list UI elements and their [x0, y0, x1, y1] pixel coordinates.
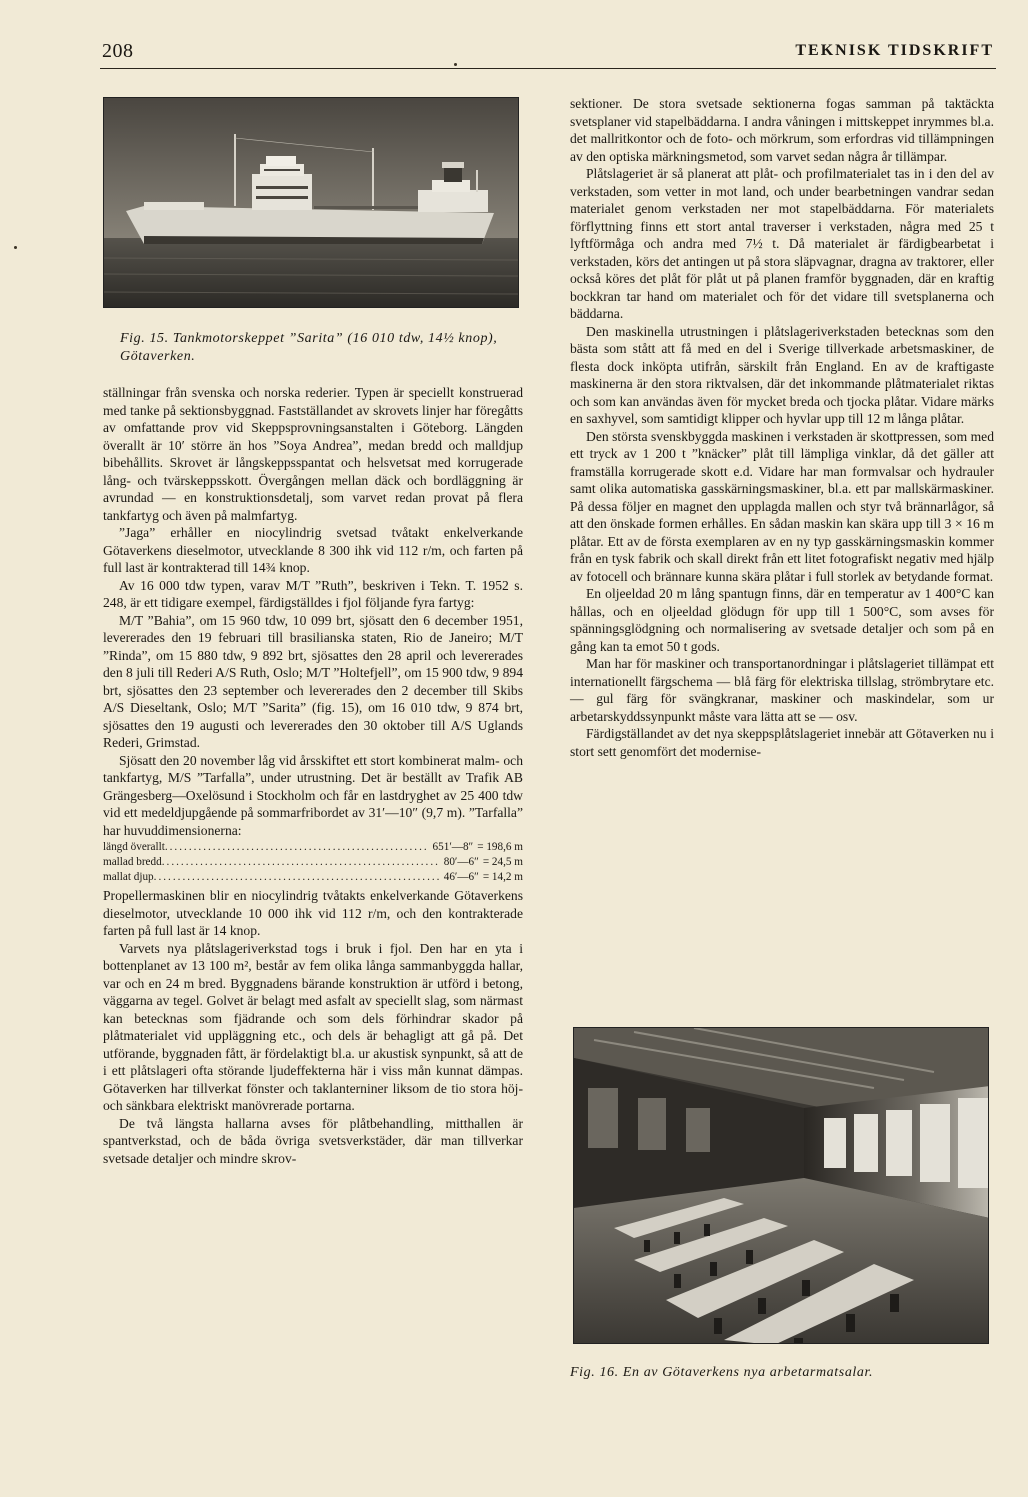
canteen-illustration	[574, 1028, 989, 1344]
paragraph: Sjösatt den 20 november låg vid årsskiftet ett stort kombinerat malm- och tankfartyg, M/S ”Tarfalla”, under utrustning. Det är beställt av Trafik AB Grängesberg—Oxelösund i Stockholm och får en lastdryghet av 25 400 tdw vid ett medeldjupgående på sommarfribordet av 31′—10″ (9,7 m). ”Tarfalla” har huvuddimensionerna:	[103, 752, 523, 838]
paragraph: Varvets nya plåtslageriverkstad togs i bruk i fjol. Den har en yta i bottenplanet av 13 100 m², består av fem olika långa sammanbyggda hallar, var och en 24 m bred. Byggnadens bärande konstruktion är utförd i betong, väggarna av tegel. Golvet är belagt med asfalt av speciellt slag, som närmast kan betecknas som fjädrande och som dels förhindrar skador på plåtmaterialet vid uppläggning etc., och dels är behagligt att gå på. Det utförande, byggnaden fått, är fördelaktigt bl.a. ur akustisk synpunkt, så att de i ett plåtslageri ofta störande ljudeffekterna här i viss mån kunnat dämpas. Götaverken har tillverkat fönster och taklanterniner liksom de tio stora höj- och sänkbara elektriskt manövrerade portarna.	[103, 940, 523, 1113]
scan-speck	[454, 63, 457, 66]
dimension-metric: = 198,6 m	[477, 841, 523, 853]
leader-dots	[165, 840, 429, 855]
paragraph: Den maskinella utrustningen i plåtslageriverkstaden betecknas som den bästa som stått att få med en del i Sverige tillverkade arbetsmaskiner, de flesta dock inköpta utifrån, särskilt från England. En av de kraftigaste maskinerna är den stora riktvalsen, där det inkommande plåtmaterialet riktas och som kan användas även för mycket breda och tjocka plåtar. Vidare märks en saxhyvel, som samtidigt klipper och hyvlar upp till 12 m långa plåtar.	[570, 323, 994, 426]
figure-16-caption: Fig. 16. En av Götaverkens nya arbetarmatsalar.	[570, 1365, 874, 1380]
paragraph: ”Jaga” erhåller en niocylindrig svetsad tvåtakt enkelverkande Götaverkens dieselmotor, utvecklande 8 300 ihk vid 112 r/m, och farten på full last är kontrakterad till 14¾ knop.	[103, 525, 523, 575]
dimension-row	[103, 870, 523, 885]
paragraph: Plåtslageriet är så planerat att plåt- och profilmaterialet tas in i den del av verkstaden, som vetter in mot land, och under bearbetningen vandrar sedan materialet genom verkstaden ner mot stapelbäddarna. För materialets förflyttning finns ett stort antal traverser i verkstaden, några med 25 t lyftförmåga och andra med 7½ t. Då materialet är färdigbearbetat i verkstaden, körs det antingen ut på stora släpvagnar, dragna av traktorer, eller också köres det plåt för plåt ut på planen framför byggnaden, där en kraftig bockkran tar hand om materialet och för det vidare till svetsplanerna och bäddarna.	[570, 166, 994, 321]
dimension-imperial: 80′—6″	[443, 856, 479, 868]
dimension-row	[103, 840, 523, 855]
paragraph: Den största svenskbyggda maskinen i verkstaden är skottpressen, som med ett tryck av 1 200 t ”knäcker” plåt till lämpliga vinklar, då det gäller att framställa korrugerade skott e.d. Vidare har man formvalsar och hydrauler samt olika automatiska gasskärningsmaskiner, bl.a. ett par mallskärmaskiner. På dessa följer en magnet den upplagda mallen och styr två brännarlågor, så att den önskade formen erhålles. En sådan maskin kan skära upp till 3 × 16 m plåtar. Ett av de första exemplaren av en ny typ gasskärningsmaskin kommer från en tysk fabrik och skall direkt från ett litet fotografiskt negativ med hjälp av fotocell och brännare kunna skära plåtar i full storlek av betydande format.	[570, 428, 994, 584]
left-column	[103, 384, 523, 1167]
figure-15-caption: Fig. 15. Tankmotorskeppet ”Sarita” (16 010 tdw, 14½ knop), Götaverken.	[120, 331, 498, 364]
paragraph: De två längsta hallarna avses för plåtbehandling, mitthallen är spantverkstad, och de båda övriga svetsverkstäder, där man tillverkar svetsade detaljer och mindre skrov-	[103, 1115, 523, 1166]
header-rule	[100, 68, 996, 69]
paragraph: Man har för maskiner och transportanordningar i plåtslageriet tillämpat ett internationellt färgschema — blå färg för elektriska tillslag, strömbrytare etc. — gul färg för svängkranar, maskiner och maskindelar, som ur arbetarskyddssynpunkt måste vara lätta att se — osv.	[570, 656, 994, 724]
paragraph: Färdigställandet av det nya skeppsplåtslageriet innebär att Götaverken nu i stort sett genomfört det modernise-	[570, 726, 994, 759]
right-column	[570, 95, 994, 760]
ship-illustration	[104, 98, 519, 308]
dimension-metric: = 24,5 m	[482, 856, 523, 868]
dimension-label: längd överallt	[103, 841, 165, 853]
paragraph: En oljeeldad 20 m lång spantugn finns, där en temperatur av 1 400°C kan hållas, och en oljeeldad glödugn för upp till 1 500°C, som avses för spänningsglödgning och normalisering av svetsade detaljer och som på en gång kan ta emot 50 t gods.	[570, 586, 994, 654]
dimension-imperial: 651′—8″	[432, 841, 474, 853]
paragraph: sektioner. De stora svetsade sektionerna fogas samman på taktäckta svetsplaner vid stapelbäddarna. I andra våningen i mittskeppet inrymmes bl.a. det mallritkontor och de foto- och mörkrum, som erfordras vid tillämpningen av den optiska märkningsmetod, som varvet sedan några år tillämpar.	[570, 96, 994, 164]
paragraph: ställningar från svenska och norska rederier. Typen är speciellt konstruerad med tanke på sektionsbyggnad. Fastställandet av skrovets linjer har föregåtts av omfattande prov vid Skeppsprovningsanstalten i Göteborg. Längden överallt är 10′ större än hos ”Soya Andrea”, medan bredd och malldjup bibehållits. Skrovet är långskeppsspantat och helsvetsat med korrugerade lång- och tvärskeppsskott. Övergången mellan däck och bordläggning är avrundad — en konstruktionsdetalj, som varvet redan provat på flera tankfartyg och även på malmfartyg.	[103, 385, 523, 523]
leader-dots	[154, 870, 440, 885]
scan-speck	[14, 246, 17, 249]
dimension-row	[103, 855, 523, 870]
dimension-metric: = 14,2 m	[482, 871, 523, 883]
dimension-imperial: 46′—6″	[443, 871, 479, 883]
dimension-label: mallat djup	[103, 871, 154, 883]
dimension-label: mallad bredd	[103, 856, 162, 868]
dimensions-table	[103, 840, 523, 885]
paragraph: Propellermaskinen blir en niocylindrig tvåtakts enkelverkande Götaverkens dieselmotor, utvecklande 10 000 ihk vid 112 r/m, och den kontrakterade farten på full last är 14 knop.	[103, 888, 523, 938]
paragraph: M/T ”Bahia”, om 15 960 tdw, 10 099 brt, sjösatt den 6 december 1951, levererades den 19 februari till brasilianska staten, Rio de Janeiro; M/T ”Rinda”, om 15 880 tdw, 9 892 brt, sjösattes den 28 april och levererades den 8 juli till Rederi A/S Ruth, Oslo; M/T ”Holtefjell”, om 15 900 tdw, 9 894 brt, sjösattes den 23 september och levererades den 2 december till Skibs A/S Dieseltank, Oslo; M/T ”Sarita” (fig. 15), om 16 010 tdw, 9 874 brt, sjösattes den 19 augusti och levererades den 30 oktober till A/S Uglands Rederi, Grimstad.	[103, 612, 523, 750]
page-number: 208	[102, 40, 134, 62]
paragraph: Av 16 000 tdw typen, varav M/T ”Ruth”, beskriven i Tekn. T. 1952 s. 248, är ett tidigare exempel, färdigställdes i fjol följande fyra fartyg:	[103, 577, 523, 610]
journal-title: TEKNISK TIDSKRIFT	[795, 42, 994, 59]
canteen-photo	[573, 1027, 989, 1344]
leader-dots	[162, 855, 440, 870]
ship-photo	[103, 97, 519, 308]
